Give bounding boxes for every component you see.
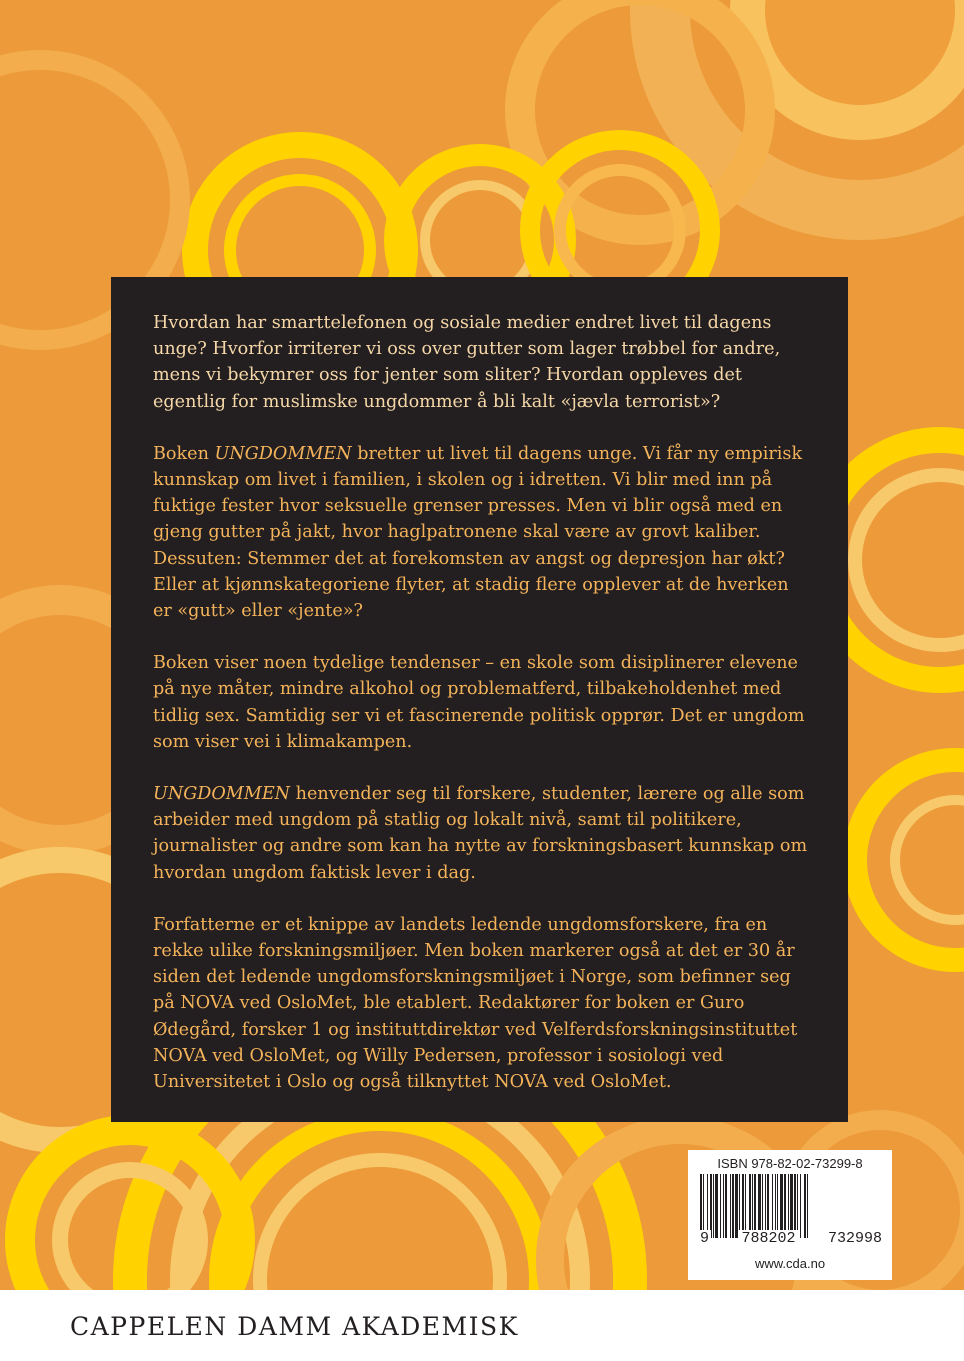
barcode-bar	[720, 1174, 721, 1238]
blurb-paragraph-4: UNGDOMMEN henvender seg til forskere, studenter, lærere og alle som arbeider med ungdom på statlig og lokalt nivå, samt til politikere, journalister og andre som kan ha nytte av forskningsbasert kunnskap om hvordan ungdom faktisk lever i dag.	[153, 784, 808, 883]
barcode-bar	[800, 1174, 801, 1238]
isbn-barcode-box	[688, 1150, 892, 1280]
barcode-bar	[725, 1174, 727, 1238]
barcode-bar	[700, 1174, 702, 1238]
barcode-bar	[804, 1174, 806, 1238]
barcode-bar	[788, 1174, 789, 1238]
blurb-paragraph-5: Forfatterne er et knippe av landets ledende ungdomsforskere, fra en rekke ulike forskningsmiljøer. Men boken markerer også at det er 30 år siden det ledende ungdomsforskningsmiljøet i Norge, som befinner seg på NOVA ved OsloMet, ble etablert. Redaktører for boken er Guro Ødegård, forsker 1 og instituttdirektør ved Velferdsforskningsinstituttet NOVA ved OsloMet, og Willy Pedersen, professor i sosiologi ved Universitetet i Oslo og også tilknyttet NOVA ved OsloMet.	[153, 914, 798, 1093]
blurb-paragraph-3: Boken viser noen tydelige tendenser – en skole som disiplinerer elevene på nye måter, mindre alkohol og problematferd, tilbakeholdenhet med tidlig sex. Samtidig ser vi et fascinerende politisk opprør. Det er ungdom som viser vei i klimakampen.	[153, 653, 805, 752]
barcode-bar	[762, 1174, 763, 1238]
barcode-bar	[730, 1174, 731, 1238]
barcode-bar	[777, 1174, 778, 1238]
barcode-bar	[772, 1174, 773, 1238]
publisher-logo: CAPPELEN DAMM AKADEMISK	[70, 1312, 519, 1341]
barcode-bar	[767, 1174, 769, 1238]
barcode-bar	[723, 1174, 724, 1238]
barcode-bar	[784, 1174, 786, 1238]
barcode-bar	[794, 1174, 796, 1238]
barcode-bar	[749, 1174, 751, 1238]
barcode-bar	[703, 1174, 704, 1238]
barcode-bar	[752, 1174, 753, 1238]
blurb-box	[111, 277, 848, 1122]
barcode-bar	[732, 1174, 734, 1238]
barcode	[698, 1174, 882, 1238]
barcode-bar	[775, 1174, 776, 1238]
barcode-bar	[790, 1174, 793, 1238]
barcode-bar	[754, 1174, 756, 1238]
barcode-bar	[739, 1174, 740, 1238]
barcode-bar	[710, 1174, 712, 1238]
blurb-paragraph-1: Hvordan har smarttelefonen og sosiale medier endret livet til dagens unge? Hvorfor irriterer vi oss over gutter som lager trøbbel for andre, mens vi bekymrer oss for jenter som sliter? Hvordan oppleves det egentlig for muslimske ungdommer å bli kalt «jævla terrorist»?	[153, 313, 781, 412]
barcode-bar	[735, 1174, 738, 1238]
blurb-paragraph-2: Boken UNGDOMMEN bretter ut livet til dagens unge. Vi får ny empirisk kunnskap om livet i familien, i skolen og i idretten. Vi blir med inn på fuktige fester hvor seksuelle grenser presses. Men vi blir også med en gjeng gutter på jakt, hvor haglpatronene skal være av grovt kaliber. Dessuten: Stemmer det at forekomsten av angst og depresjon har økt? Eller at kjønnskategoriene flyter, at stadig flere opplever at de hverken er «gutt» eller «jente»?	[153, 443, 803, 622]
barcode-bar	[758, 1174, 761, 1238]
barcode-bar	[780, 1174, 783, 1238]
barcode-bar	[715, 1174, 718, 1238]
isbn-label: ISBN 978-82-02-73299-8	[717, 1156, 863, 1171]
isbn-digits-right: 732998	[827, 1230, 882, 1247]
barcode-bar	[797, 1174, 798, 1238]
barcode-bar	[713, 1174, 714, 1238]
barcode-bar	[745, 1174, 746, 1238]
barcode-bar	[765, 1174, 766, 1238]
barcode-bar	[707, 1174, 708, 1238]
isbn-digits-left: 788202	[741, 1230, 796, 1247]
barcode-bar	[742, 1174, 744, 1238]
isbn-digits	[698, 1230, 884, 1247]
isbn-digit-lead: 9	[700, 1230, 710, 1247]
publisher-website: www.cda.no	[754, 1256, 826, 1271]
barcode-bar	[807, 1174, 808, 1238]
